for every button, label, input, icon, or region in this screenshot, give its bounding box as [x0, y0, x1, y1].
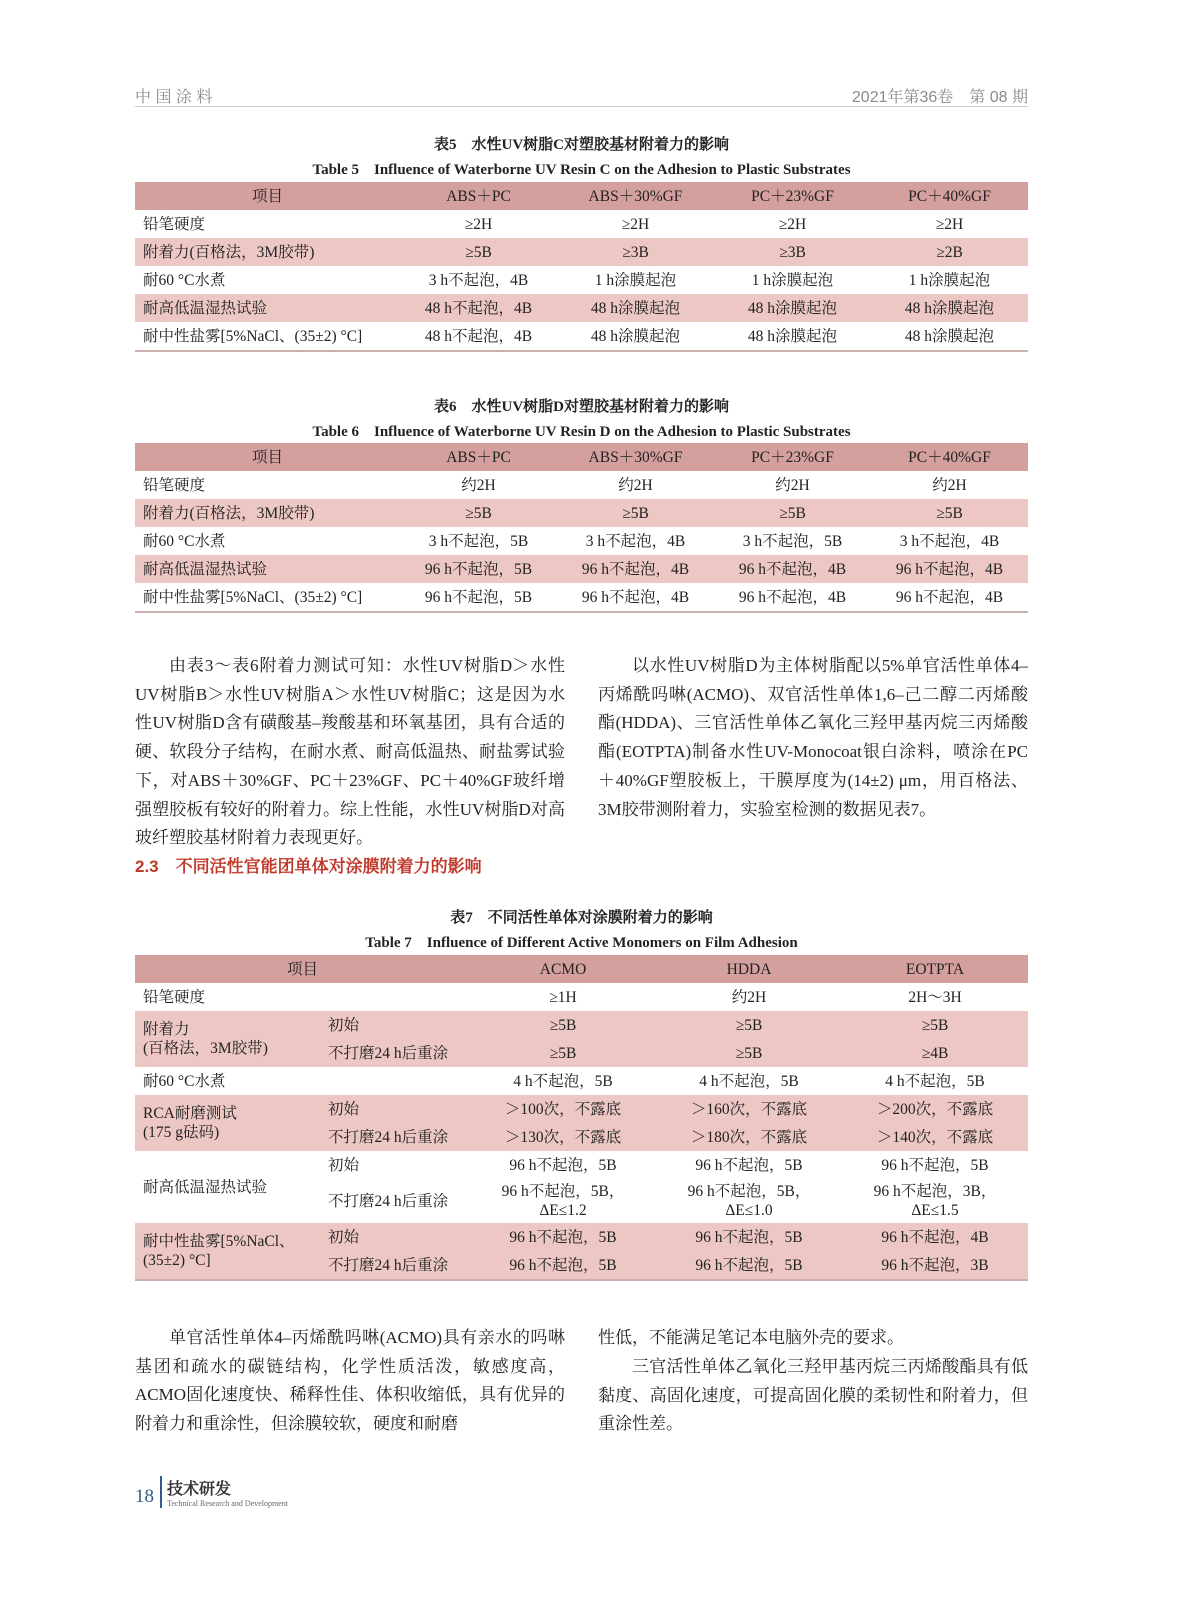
table-cell: ≥2H: [621, 215, 650, 233]
table-cell: 耐60 °C水煮: [143, 1072, 226, 1090]
table-cell: 约2H: [618, 476, 653, 494]
table-cell: 96 h不起泡，5B， ΔE≤1.2: [501, 1183, 625, 1219]
table-cell: 初始: [320, 1095, 470, 1123]
table-cell: 初始: [320, 1223, 470, 1251]
table-cell: 3 h不起泡，4B: [428, 271, 529, 289]
table-cell: 附着力(百格法，3M胶带): [135, 499, 400, 527]
table-cell: 耐高低温湿热试验: [135, 555, 400, 583]
table-cell: ＞160次，不露底: [656, 1095, 842, 1123]
table-cell: ＞180次，不露底: [656, 1123, 842, 1151]
table-cell: ≥5B: [656, 1039, 842, 1067]
footer-section-en: Technical Research and Development: [167, 1499, 288, 1508]
table-cell: 耐60 °C水煮: [143, 271, 226, 289]
table-cell: ≥5B: [470, 1011, 656, 1039]
table-cell: 铅笔硬度: [143, 215, 206, 233]
table-row: [135, 1011, 1028, 1039]
table-cell: 1 h涂膜起泡: [594, 271, 677, 289]
table7: [135, 955, 1028, 1281]
table-cell: 48 h涂膜起泡: [747, 327, 838, 345]
table-cell: 48 h不起泡，4B: [424, 327, 533, 345]
table-cell: 96 h不起泡，5B: [470, 1223, 656, 1251]
table-header-row: [135, 182, 1028, 210]
table-cell: PC＋40%GF: [871, 443, 1028, 471]
table-cell: ＞130次，不露底: [470, 1123, 656, 1151]
table-row: [135, 583, 1028, 612]
table-cell: 铅笔硬度: [143, 476, 206, 494]
table5: [135, 182, 1028, 352]
paragraph-acmo: 单官活性单体4–丙烯酰吗啉(ACMO)具有亲水的吗啉基团和疏水的碳链结构，化学性质活泼，敏感度高，ACMO固化速度快、稀释性佳、体积收缩低，具有优异的附着力和重涂性，但涂膜较软，硬度和耐磨: [135, 1328, 565, 1434]
paragraph-adhesion-results: 由表3～表6附着力测试可知：水性UV树脂D＞水性UV树脂B＞水性UV树脂A＞水性UV树脂C；这是因为水性UV树脂D含有磺酸基–羧酸基和环氧基团，具有合适的硬、软段分子结构，在耐水煮、耐高低温热、耐盐雾试验下，对ABS＋30%GF、PC＋23%GF、PC＋40%GF玻纤增强塑胶板有较好的附着力。综上性能，水性UV树脂D对高玻纤塑胶基材附着力表现更好。: [135, 656, 565, 848]
table-cell: 96 h不起泡，4B: [714, 555, 871, 583]
table-cell: ≥1H: [549, 988, 577, 1006]
table-cell: 96 h不起泡，4B: [738, 588, 847, 606]
table-cell: 96 h不起泡，4B: [871, 555, 1028, 583]
table-cell: 2H～3H: [908, 988, 962, 1006]
table-cell: ABS＋30%GF: [557, 182, 714, 210]
table6-title-cn: 表6 水性UV树脂D对塑胶基材附着力的影响: [434, 399, 729, 415]
table-cell: ≥3B: [714, 238, 871, 266]
table-cell: 4 h不起泡，5B: [885, 1072, 985, 1090]
table-cell: ≥2B: [871, 238, 1028, 266]
table-cell: ≥4B: [842, 1039, 1028, 1067]
table-cell: 96 h不起泡，3B， ΔE≤1.5: [873, 1183, 997, 1219]
table-cell: 项目: [135, 182, 400, 210]
footer-bar: [160, 1476, 162, 1508]
table-cell: ABS＋30%GF: [557, 443, 714, 471]
table-row: [135, 527, 1028, 555]
table-header-row: [135, 955, 1028, 983]
table-cell: 48 h不起泡，4B: [400, 294, 557, 322]
table-cell: ABS＋PC: [400, 443, 557, 471]
table-cell: 96 h不起泡，5B: [656, 1251, 842, 1280]
table6: [135, 443, 1028, 613]
table-cell: 耐中性盐雾[5%NaCl、 (35±2) °C]: [135, 1223, 320, 1280]
table-row: [135, 210, 1028, 238]
table-row: [135, 322, 1028, 351]
table-cell: 约2H: [932, 476, 967, 494]
table-cell: ≥5B: [871, 499, 1028, 527]
table-cell: 96 h不起泡，5B: [881, 1156, 989, 1174]
table-cell: ≥3B: [557, 238, 714, 266]
table-header-row: [135, 443, 1028, 471]
table-cell: 附着力(百格法，3M胶带): [135, 238, 400, 266]
table-cell: 96 h不起泡，4B: [842, 1223, 1028, 1251]
table-cell: 约2H: [731, 988, 767, 1006]
table-cell: ABS＋PC: [400, 182, 557, 210]
page-number: 18: [135, 1486, 154, 1507]
table-cell: 耐高低温湿热试验: [143, 1178, 268, 1196]
table7-title-en: Table 7 Influence of Different Active Monomers on Film Adhesion: [365, 935, 798, 951]
table-cell: 约2H: [775, 476, 810, 494]
table-cell: 4 h不起泡，5B: [699, 1072, 799, 1090]
table-cell: RCA耐磨测试 (175 g砝码): [135, 1095, 320, 1151]
table-cell: 耐高低温湿热试验: [135, 294, 400, 322]
table-cell: 不打磨24 h后重涂: [320, 1123, 470, 1151]
table-cell: 48 h涂膜起泡: [871, 294, 1028, 322]
table-cell: ≥5B: [656, 1011, 842, 1039]
table-cell: 48 h涂膜起泡: [904, 327, 995, 345]
table-cell: 项目: [135, 955, 470, 983]
table-cell: ≥2H: [464, 215, 493, 233]
table-cell: 初始: [320, 1011, 470, 1039]
table-cell: 96 h不起泡，5B: [509, 1156, 617, 1174]
table-cell: PC＋23%GF: [714, 182, 871, 210]
table-cell: 铅笔硬度: [143, 988, 206, 1006]
table-cell: 96 h不起泡，5B， ΔE≤1.0: [687, 1183, 811, 1219]
table-cell: 不打磨24 h后重涂: [320, 1251, 470, 1280]
table-row: [135, 983, 1028, 1011]
table-cell: 48 h涂膜起泡: [557, 294, 714, 322]
table-cell: 96 h不起泡，5B: [424, 588, 533, 606]
table-cell: 不打磨24 h后重涂: [320, 1039, 470, 1067]
table-cell: ＞100次，不露底: [470, 1095, 656, 1123]
table-cell: ≥5B: [400, 499, 557, 527]
table-cell: EOTPTA: [842, 955, 1028, 983]
table-cell: ≥5B: [714, 499, 871, 527]
journal-name: 中 国 涂 料: [135, 89, 213, 106]
table-row: [135, 266, 1028, 294]
table-cell: 96 h不起泡，4B: [557, 555, 714, 583]
table-cell: ≥2H: [935, 215, 964, 233]
table-cell: 初始: [328, 1156, 360, 1174]
table-cell: 不打磨24 h后重涂: [328, 1192, 449, 1210]
table-cell: 96 h不起泡，5B: [695, 1156, 803, 1174]
table-row: [135, 238, 1028, 266]
table-cell: 1 h涂膜起泡: [908, 271, 991, 289]
table-cell: 96 h不起泡，3B: [842, 1251, 1028, 1280]
table-cell: 3 h不起泡，5B: [428, 532, 529, 550]
table-row: [135, 555, 1028, 583]
table-cell: 48 h涂膜起泡: [590, 327, 681, 345]
table-cell: 3 h不起泡，4B: [899, 532, 1000, 550]
table-cell: ＞200次，不露底: [842, 1095, 1028, 1123]
paragraph-eotpta: 三官活性单体乙氧化三羟甲基丙烷三丙烯酸酯具有低黏度、高固化速度，可提高固化膜的柔韧性和附着力，但重涂性差。: [598, 1357, 1028, 1434]
table-cell: HDDA: [656, 955, 842, 983]
table-cell: PC＋40%GF: [871, 182, 1028, 210]
footer: [135, 1476, 288, 1508]
table-cell: 96 h不起泡，4B: [581, 588, 690, 606]
table6-title-en: Table 6 Influence of Waterborne UV Resin D on the Adhesion to Plastic Substrates: [312, 424, 851, 440]
table5-title-en: Table 5 Influence of Waterborne UV Resin C on the Adhesion to Plastic Substrates: [312, 162, 851, 178]
issue-info: 2021年第36卷 第 08 期: [851, 89, 1028, 106]
table-row: [135, 294, 1028, 322]
paragraph-experiment: 以水性UV树脂D为主体树脂配以5%单官活性单体4–丙烯酰吗啉(ACMO)、双官活性单体1,6–己二醇二丙烯酸酯(HDDA)、三官活性单体乙氧化三羟甲基丙烷三丙烯酸酯(EOTPTA)制备水性UV-Monocoat银白涂料，喷涂在PC＋40%GF塑胶板上，干膜厚度为(14±2) μm，用百格法、3M胶带测附着力，实验室检测的数据见表7。: [598, 656, 1028, 819]
table-cell: 项目: [135, 443, 400, 471]
table-cell: 96 h不起泡，5B: [400, 555, 557, 583]
table7-title-cn: 表7 不同活性单体对涂膜附着力的影响: [450, 910, 713, 926]
table-cell: 3 h不起泡，5B: [742, 532, 843, 550]
table-row: [135, 1223, 1028, 1251]
table-cell: 耐60 °C水煮: [143, 532, 226, 550]
table-row: [135, 1067, 1028, 1095]
table-cell: 耐中性盐雾[5%NaCl、(35±2) °C]: [143, 327, 363, 345]
table-cell: 96 h不起泡，5B: [656, 1223, 842, 1251]
table-cell: ≥5B: [400, 238, 557, 266]
table-cell: ≥5B: [842, 1011, 1028, 1039]
table-row: [135, 1095, 1028, 1123]
table-cell: 耐中性盐雾[5%NaCl、(35±2) °C]: [143, 588, 363, 606]
table-cell: 96 h不起泡，5B: [470, 1251, 656, 1280]
paragraph-acmo-cont: 性低，不能满足笔记本电脑外壳的要求。: [598, 1328, 904, 1347]
table-row: [135, 1151, 1028, 1179]
table-cell: 1 h涂膜起泡: [751, 271, 834, 289]
footer-section-cn: 技术研发: [167, 1481, 232, 1498]
table-cell: ＞140次，不露底: [842, 1123, 1028, 1151]
table-cell: 96 h不起泡，4B: [895, 588, 1004, 606]
table-cell: ≥5B: [470, 1039, 656, 1067]
table5-title-cn: 表5 水性UV树脂C对塑胶基材附着力的影响: [434, 137, 729, 153]
table-cell: 4 h不起泡，5B: [513, 1072, 613, 1090]
table-cell: 约2H: [461, 476, 496, 494]
table-cell: ≥2H: [778, 215, 807, 233]
table-cell: ≥5B: [557, 499, 714, 527]
table-cell: 48 h涂膜起泡: [714, 294, 871, 322]
table-row: [135, 499, 1028, 527]
table-cell: 3 h不起泡，4B: [585, 532, 686, 550]
table-cell: PC＋23%GF: [714, 443, 871, 471]
table-cell: ACMO: [470, 955, 656, 983]
header-divider: [135, 106, 1028, 107]
section-heading-2-3: 2.3 不同活性官能团单体对涂膜附着力的影响: [135, 857, 482, 876]
table-cell: 附着力 (百格法，3M胶带): [135, 1011, 320, 1067]
table-row: [135, 471, 1028, 499]
